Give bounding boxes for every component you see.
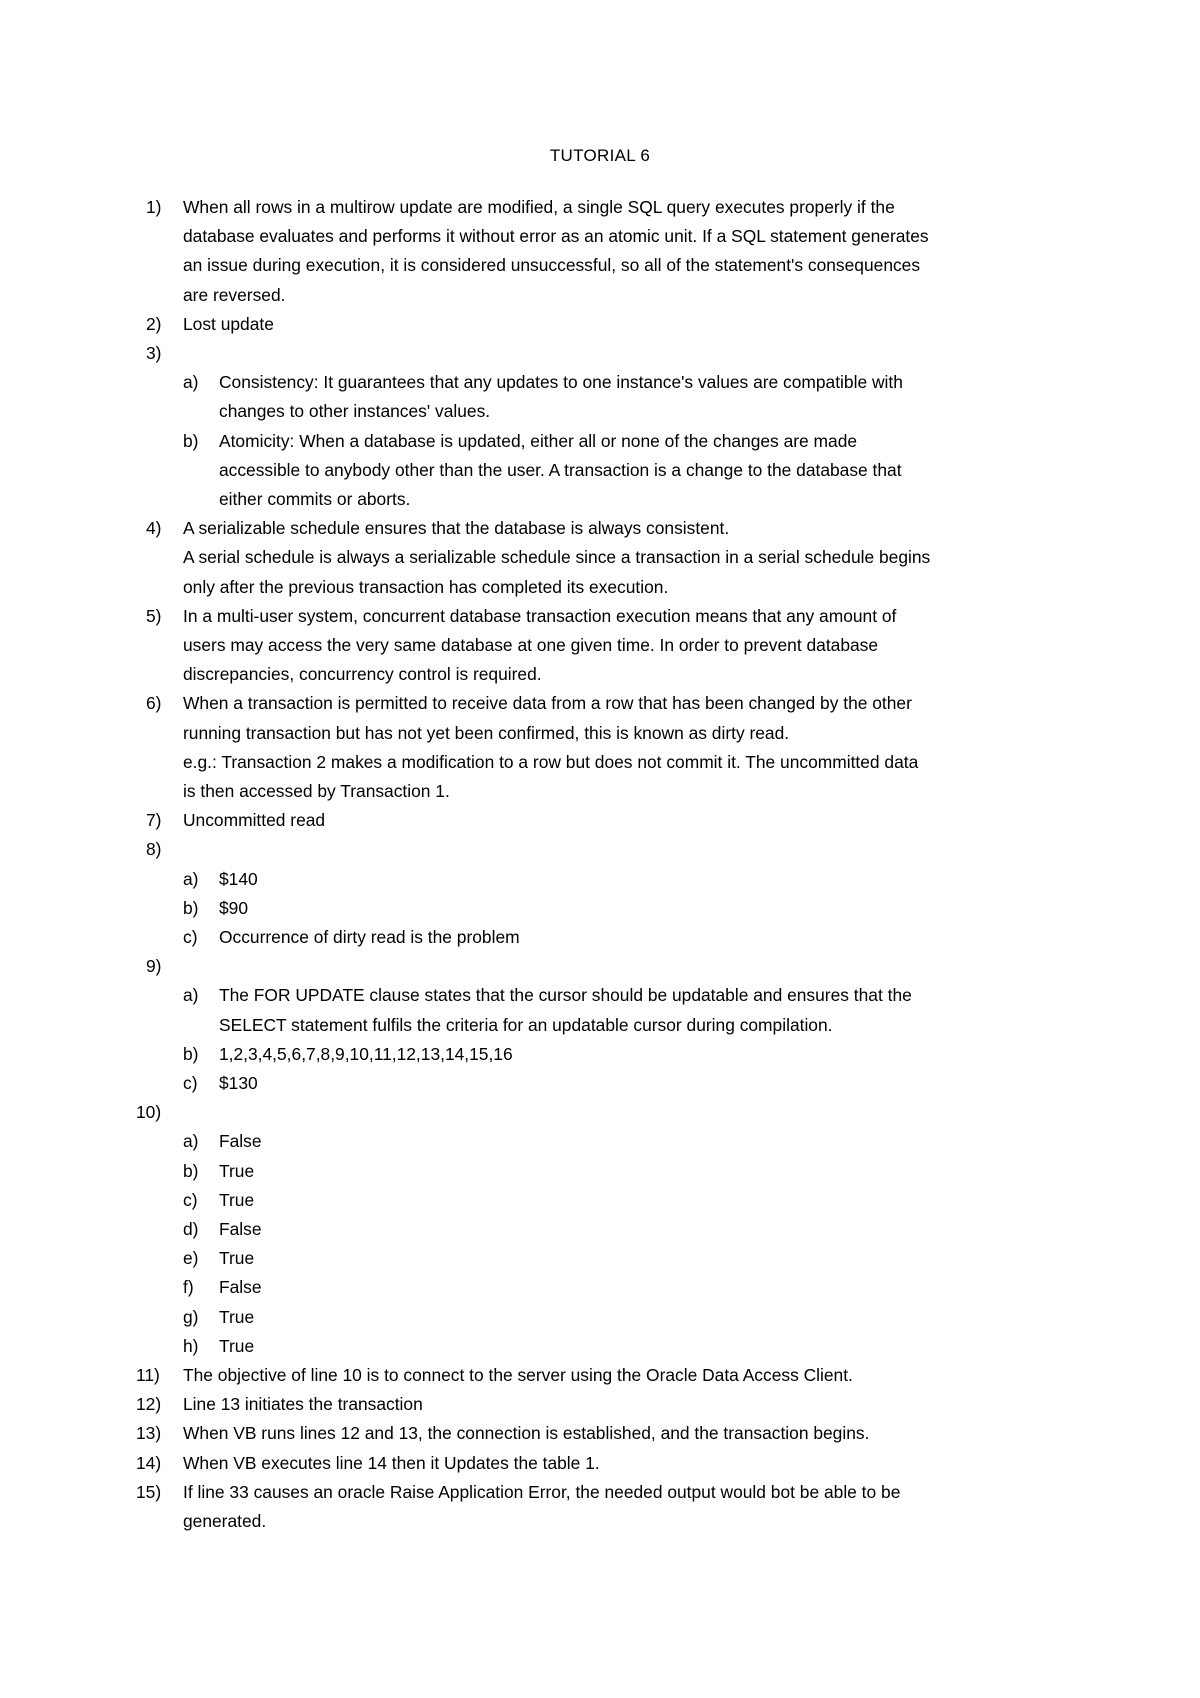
item-text-line: only after the previous transaction has completed its execution. [183,576,669,597]
sub-item-letter: a) [183,1131,199,1152]
sub-item-letter: c) [183,927,198,947]
item-number: 9) [146,956,162,977]
item-number: 8) [146,839,162,860]
sub-item-letter: d) [183,1219,199,1239]
document-title: TUTORIAL 6 [549,146,651,165]
sub-item-text-line: SELECT statement fulfils the criteria for an updatable cursor during compilation. [219,1014,833,1035]
item-text-line: Uncommitted read [183,810,326,831]
sub-item-text-line: $130 [219,1073,258,1093]
sub-item-text-line: True [219,1248,255,1269]
item-text-line: Lost update [183,313,274,334]
item-text-line: If line 33 causes an oracle Raise Application Error, the needed output would bot be able to be [183,1481,901,1502]
item-text-line: is then accessed by Transaction 1. [183,781,450,801]
sub-item-text-line: accessible to anybody other than the user. A transaction is a change to the database that [219,459,902,480]
item-text-line: The objective of line 10 is to connect to the server using the Oracle Data Access Client. [183,1365,853,1385]
item-number: 6) [146,693,162,714]
sub-item-text-line: False [219,1131,262,1152]
item-text-line: database evaluates and performs it without error as an atomic unit. If a SQL statement generates [183,226,929,247]
sub-item-letter: b) [183,1160,199,1181]
item-text-line: generated. [183,1511,267,1531]
item-number: 15) [136,1481,162,1502]
sub-item-text-line: Consistency: It guarantees that any updates to one instance's values are compatible with [219,372,903,393]
item-number: 12) [136,1394,162,1415]
sub-item-letter: g) [183,1306,199,1327]
sub-item-text-line: True [219,1189,255,1210]
item-number: 3) [146,343,162,363]
item-text-line: When VB runs lines 12 and 13, the connection is established, and the transaction begins. [183,1423,870,1444]
item-text-line: A serializable schedule ensures that the database is always consistent. [183,518,730,539]
sub-item-letter: a) [183,868,199,889]
sub-item-text-line: True [219,1306,255,1327]
sub-item-text-line: $140 [219,868,258,889]
item-text-line: an issue during execution, it is considered unsuccessful, so all of the statement's consequences [183,255,921,276]
sub-item-letter: b) [183,430,199,451]
item-number: 14) [136,1452,162,1473]
item-text-line: In a multi-user system, concurrent database transaction execution means that any amount of [183,605,897,626]
sub-item-letter: c) [183,1189,198,1210]
item-text-line: When VB executes line 14 then it Updates the table 1. [183,1452,600,1473]
item-text-line: e.g.: Transaction 2 makes a modification to a row but does not commit it. The uncommitted data [183,751,919,772]
item-number: 13) [136,1423,162,1444]
item-text-line: When a transaction is permitted to receive data from a row that has been changed by the other [183,693,912,714]
sub-item-letter: e) [183,1248,199,1269]
sub-item-letter: b) [183,897,199,918]
sub-item-letter: a) [183,372,199,393]
item-text-line: are reversed. [183,284,286,305]
item-text-line: Line 13 initiates the transaction [183,1394,423,1415]
item-number: 4) [146,518,162,539]
item-number: 7) [146,810,162,831]
item-number: 2) [146,313,162,334]
sub-item-text-line: True [219,1335,255,1356]
sub-item-text-line: 1,2,3,4,5,6,7,8,9,10,11,12,13,14,15,16 [219,1043,513,1064]
sub-item-text-line: False [219,1219,262,1239]
sub-item-text-line: True [219,1160,255,1181]
sub-item-letter: a) [183,985,199,1006]
item-text-line: discrepancies, concurrency control is required. [183,664,542,685]
sub-item-text-line: Occurrence of dirty read is the problem [219,927,520,947]
sub-item-text-line: False [219,1277,262,1298]
item-number: 5) [146,605,162,626]
item-number: 10) [136,1102,162,1123]
sub-item-text-line: Atomicity: When a database is updated, either all or none of the changes are made [219,430,858,451]
sub-item-letter: c) [183,1073,198,1093]
sub-item-letter: h) [183,1335,199,1356]
sub-item-text-line: The FOR UPDATE clause states that the cursor should be updatable and ensures that the [219,985,912,1006]
item-text-line: running transaction but has not yet been confirmed, this is known as dirty read. [183,722,790,743]
sub-item-text-line: $90 [219,897,249,918]
item-number: 1) [146,197,162,217]
item-text-line: When all rows in a multirow update are modified, a single SQL query executes properly if the [183,197,895,217]
item-number: 11) [136,1365,160,1385]
sub-item-letter: f) [183,1277,194,1298]
sub-item-text-line: changes to other instances' values. [219,401,491,422]
sub-item-letter: b) [183,1043,199,1064]
item-text-line: users may access the very same database at one given time. In order to prevent database [183,635,879,655]
item-text-line: A serial schedule is always a serializable schedule since a transaction in a serial schedule begins [183,547,931,568]
sub-item-text-line: either commits or aborts. [219,489,411,509]
